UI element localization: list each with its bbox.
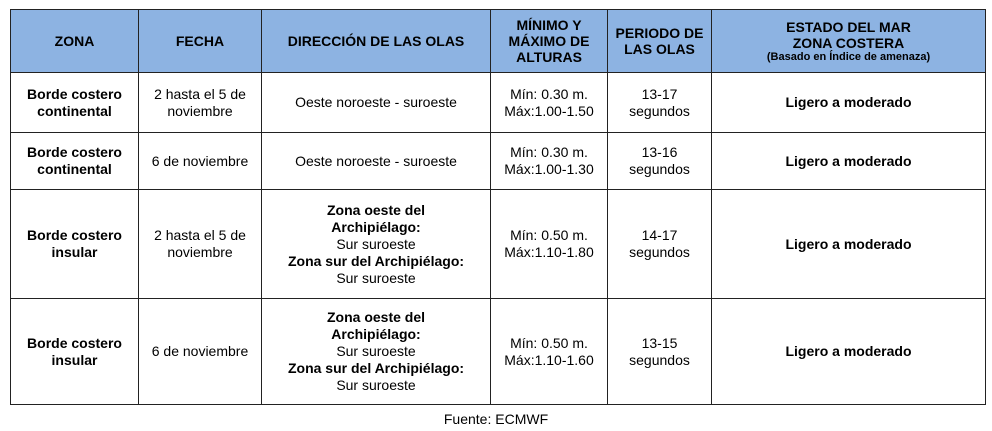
- altura-min: Mín: 0.50 m.: [510, 334, 588, 351]
- periodo-unit: segundos: [629, 244, 690, 260]
- fecha-line: 2 hasta el 5 de: [154, 85, 246, 102]
- fecha-cell: [139, 190, 262, 299]
- periodo-unit: segundos: [629, 161, 690, 177]
- header-alturas-line: MÁXIMO DE: [508, 33, 590, 49]
- fecha-cell: [139, 73, 262, 133]
- header-alturas-line: MÍNIMO Y: [516, 17, 582, 33]
- table-row: [11, 190, 986, 299]
- wave-forecast-table: [10, 9, 986, 405]
- header-fecha: FECHA: [139, 10, 262, 73]
- fecha-line: 2 hasta el 5 de: [154, 227, 246, 243]
- altura-max: Máx:1.00-1.50: [504, 102, 594, 119]
- header-periodo-line: PERIODO DE: [615, 25, 704, 41]
- direccion-zone-label: Zona oeste del: [326, 201, 426, 218]
- header-estado-note: (Basado en Índice de amenaza): [766, 50, 931, 63]
- periodo-cell: [608, 133, 712, 190]
- zona-cell: [11, 190, 139, 299]
- fecha-cell: 6 de noviembre: [139, 133, 262, 190]
- zona-line: insular: [51, 351, 98, 368]
- direccion-cell: [262, 299, 491, 405]
- direccion-zone-label: Zona sur del Archipiélago:: [287, 252, 465, 269]
- header-zona: ZONA: [11, 10, 139, 73]
- table-row: [11, 133, 986, 190]
- estado-cell: Ligero a moderado: [712, 73, 986, 133]
- header-estado: [712, 10, 986, 73]
- periodo-cell: [608, 73, 712, 133]
- direccion-cell: Oeste noroeste - suroeste: [262, 73, 491, 133]
- altura-max: Máx:1.00-1.30: [504, 161, 594, 177]
- direccion-cell: [262, 190, 491, 299]
- direccion-zone-label: Zona sur del Archipiélago:: [287, 360, 465, 376]
- periodo-value: 13-15: [641, 334, 678, 351]
- periodo-unit: segundos: [629, 351, 690, 368]
- estado-cell: Ligero a moderado: [712, 299, 986, 405]
- header-alturas: [491, 10, 608, 73]
- direccion-zone-value: Sur suroeste: [336, 377, 416, 393]
- periodo-value: 13-17: [641, 85, 678, 102]
- direccion-zone-value: Sur suroeste: [336, 269, 416, 286]
- estado-cell: Ligero a moderado: [712, 190, 986, 299]
- zona-line: Borde costero: [27, 334, 122, 351]
- header-estado-line: ZONA COSTERA: [792, 34, 905, 51]
- header-alturas-line: ALTURAS: [516, 49, 582, 65]
- zona-cell: [11, 299, 139, 405]
- altura-min: Mín: 0.50 m.: [510, 227, 588, 243]
- source-caption: Fuente: ECMWF: [443, 411, 549, 427]
- zona-line: continental: [37, 161, 112, 177]
- periodo-cell: [608, 190, 712, 299]
- zona-line: Borde costero: [27, 85, 122, 102]
- table-row: [11, 73, 986, 133]
- direccion-zone-label: Zona oeste del: [326, 309, 426, 325]
- header-estado-line: ESTADO DEL MAR: [786, 18, 911, 35]
- fecha-line: noviembre: [167, 244, 233, 260]
- zona-line: continental: [37, 102, 112, 119]
- altura-max: Máx:1.10-1.60: [504, 351, 594, 368]
- alturas-cell: [491, 299, 608, 405]
- periodo-cell: [608, 299, 712, 405]
- zona-cell: [11, 73, 139, 133]
- header-row: [11, 10, 986, 73]
- altura-max: Máx:1.10-1.80: [504, 244, 594, 260]
- table-row: [11, 299, 986, 405]
- altura-min: Mín: 0.30 m.: [510, 85, 588, 102]
- alturas-cell: [491, 73, 608, 133]
- periodo-unit: segundos: [629, 102, 690, 119]
- alturas-cell: [491, 190, 608, 299]
- altura-min: Mín: 0.30 m.: [510, 144, 588, 160]
- header-periodo-line: LAS OLAS: [624, 41, 695, 57]
- zona-line: Borde costero: [27, 227, 122, 243]
- header-direccion: DIRECCIÓN DE LAS OLAS: [262, 10, 491, 73]
- zona-line: insular: [51, 244, 98, 260]
- direccion-cell: Oeste noroeste - suroeste: [262, 133, 491, 190]
- estado-cell: Ligero a moderado: [712, 133, 986, 190]
- zona-line: Borde costero: [27, 144, 122, 160]
- fecha-line: noviembre: [167, 102, 233, 119]
- header-periodo: [608, 10, 712, 73]
- periodo-value: 14-17: [641, 227, 678, 243]
- direccion-zone-label: Archipiélago:: [331, 326, 421, 342]
- direccion-zone-label: Archipiélago:: [331, 218, 421, 235]
- direccion-zone-value: Sur suroeste: [336, 343, 416, 359]
- periodo-value: 13-16: [641, 144, 678, 160]
- direccion-zone-value: Sur suroeste: [336, 235, 416, 252]
- fecha-cell: 6 de noviembre: [139, 299, 262, 405]
- zona-cell: [11, 133, 139, 190]
- alturas-cell: [491, 133, 608, 190]
